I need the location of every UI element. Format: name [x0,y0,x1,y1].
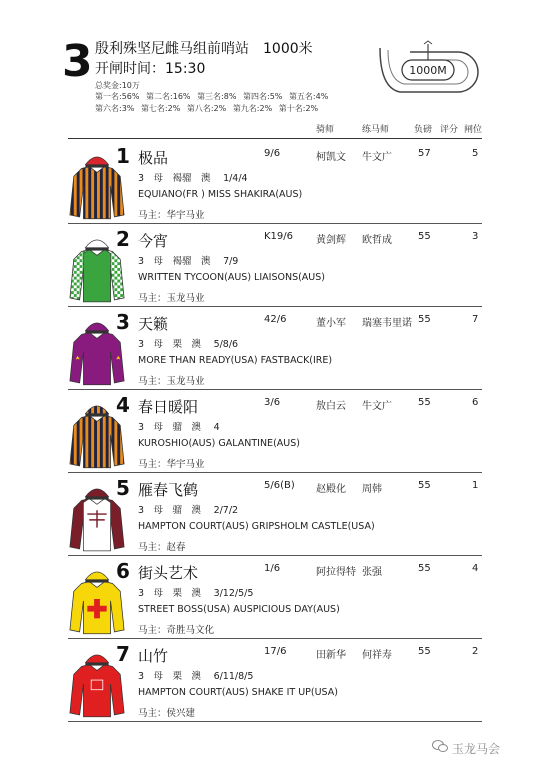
horse-info: 3 母 栗 澳 3/12/5/5 [138,588,254,599]
horse-name: 今宵 [138,232,169,250]
race-number: 3 [62,36,93,87]
header-jockey: 骑师 [316,125,335,135]
trainer-name: 周韩 [362,484,382,495]
race-title: 殷利殊坚尼雌马组前哨站 1000米 [95,41,313,57]
runner-number: 7 [116,642,130,666]
runner-number: 1 [116,144,130,168]
placing-pct: 第五名:4% [288,92,329,101]
runner-number: 5 [116,476,130,500]
row-divider [68,721,482,722]
runner-row [68,306,482,390]
weight: 55 [418,314,431,325]
placing-pct: 第四名:5% [243,92,283,101]
horse-name: 雁春飞鹤 [138,481,199,499]
runner-row [68,638,482,722]
track-diagram [370,40,482,102]
jockey-name: 阿拉得特 [316,567,356,578]
jockey-name: 赵殿化 [316,484,346,495]
runner-row [68,140,482,224]
placing-pct: 第二名:16% [146,92,191,101]
owner: 马主：侯兴建 [138,708,196,719]
trainer-name: 何祥寿 [362,650,392,661]
pedigree: STREET BOSS(USA) AUSPICIOUS DAY(AUS) [138,604,340,615]
horse-rating: 1/6 [264,563,281,574]
horse-info: 3 母 栗 澳 6/11/8/5 [138,671,254,682]
draw: 7 [472,314,479,325]
weight: 55 [418,480,431,491]
weight: 55 [418,231,431,242]
runner-row [68,223,482,307]
jockey-name: 柯凯文 [316,152,346,163]
horse-rating: 17/6 [264,646,287,657]
header-rating: 评分 [440,125,459,135]
jockey-name: 敖白云 [316,401,346,412]
header-draw: 闸位 [464,125,483,135]
watermark: 玉龙马会 [452,742,501,756]
owner: 马主：华宇马业 [138,210,205,221]
track-distance-label: 1000M [409,64,447,77]
jockey-name: 黄剑辉 [316,235,346,246]
owner: 马主：玉龙马业 [138,293,205,304]
pedigree: KUROSHIO(AUS) GALANTINE(AUS) [138,438,300,449]
horse-rating: 9/6 [264,148,281,159]
owner: 马主：华宇马业 [138,459,205,470]
draw: 2 [472,646,479,657]
pedigree: HAMPTON COURT(AUS) GRIPSHOLM CASTLE(USA) [138,521,375,532]
header-weight: 负磅 [414,125,433,135]
runner-row [68,472,482,556]
placing-pct: 第九名:2% [232,104,273,113]
total-prize: 总奖金:10万 [95,81,140,90]
owner: 马主：赵春 [138,542,186,553]
draw: 4 [472,563,479,574]
placing-percentages-row-2 [95,103,322,114]
placing-pct: 第八名:2% [186,104,227,113]
trainer-name: 瑞塞韦里诺 [362,318,412,329]
pedigree: WRITTEN TYCOON(AUS) LIAISONS(AUS) [138,272,325,283]
trainer-name: 张强 [362,567,382,578]
pedigree: EQUIANO(FR ) MISS SHAKIRA(AUS) [138,189,303,200]
draw: 3 [472,231,479,242]
runner-number: 4 [116,393,130,417]
placing-pct: 第六名:3% [95,104,135,113]
weight: 57 [418,148,431,159]
horse-info: 3 母 骝 澳 4 [138,422,220,433]
horse-name: 极品 [138,149,169,167]
pedigree: HAMPTON COURT(AUS) SHAKE IT UP(USA) [138,687,338,698]
horse-info: 3 母 骝 澳 2/7/2 [138,505,239,516]
draw: 1 [472,480,479,491]
horse-name: 春日暖阳 [138,398,199,416]
runner-row [68,389,482,473]
trainer-name: 牛文广 [362,152,392,163]
placing-pct: 第十名:2% [278,104,319,113]
horse-name: 天籁 [138,315,169,333]
draw: 6 [472,397,479,408]
horse-rating: K19/6 [264,231,294,242]
horse-rating: 3/6 [264,397,281,408]
runner-number: 3 [116,310,130,334]
horse-rating: 5/6(B) [264,480,295,491]
wechat-icon [432,739,448,753]
owner: 马主：玉龙马业 [138,376,205,387]
runner-row [68,555,482,639]
weight: 55 [418,646,431,657]
runner-number: 6 [116,559,130,583]
header-trainer: 练马师 [362,125,390,135]
horse-info: 3 母 褐骝 澳 1/4/4 [138,173,248,184]
jockey-name: 田新华 [316,650,346,661]
horse-info: 3 母 栗 澳 5/8/6 [138,339,239,350]
trainer-name: 欧哲成 [362,235,392,246]
placing-pct: 第三名:8% [197,92,237,101]
trainer-name: 牛文广 [362,401,392,412]
race-start-time: 开闸时间：15:30 [95,61,206,77]
horse-info: 3 母 褐骝 澳 7/9 [138,256,239,267]
horse-name: 街头艺术 [138,564,199,582]
jockey-name: 董小军 [316,318,346,329]
placing-pct: 第七名:2% [140,104,181,113]
header-divider [68,138,482,139]
weight: 55 [418,397,431,408]
runner-number: 2 [116,227,130,251]
placing-percentages-row-1 [95,91,332,102]
horse-name: 山竹 [138,647,169,665]
weight: 55 [418,563,431,574]
horse-rating: 42/6 [264,314,287,325]
placing-pct: 第一名:56% [95,92,140,101]
pedigree: MORE THAN READY(USA) FASTBACK(IRE) [138,355,333,366]
draw: 5 [472,148,479,159]
owner: 马主：奇胜马文化 [138,625,215,636]
